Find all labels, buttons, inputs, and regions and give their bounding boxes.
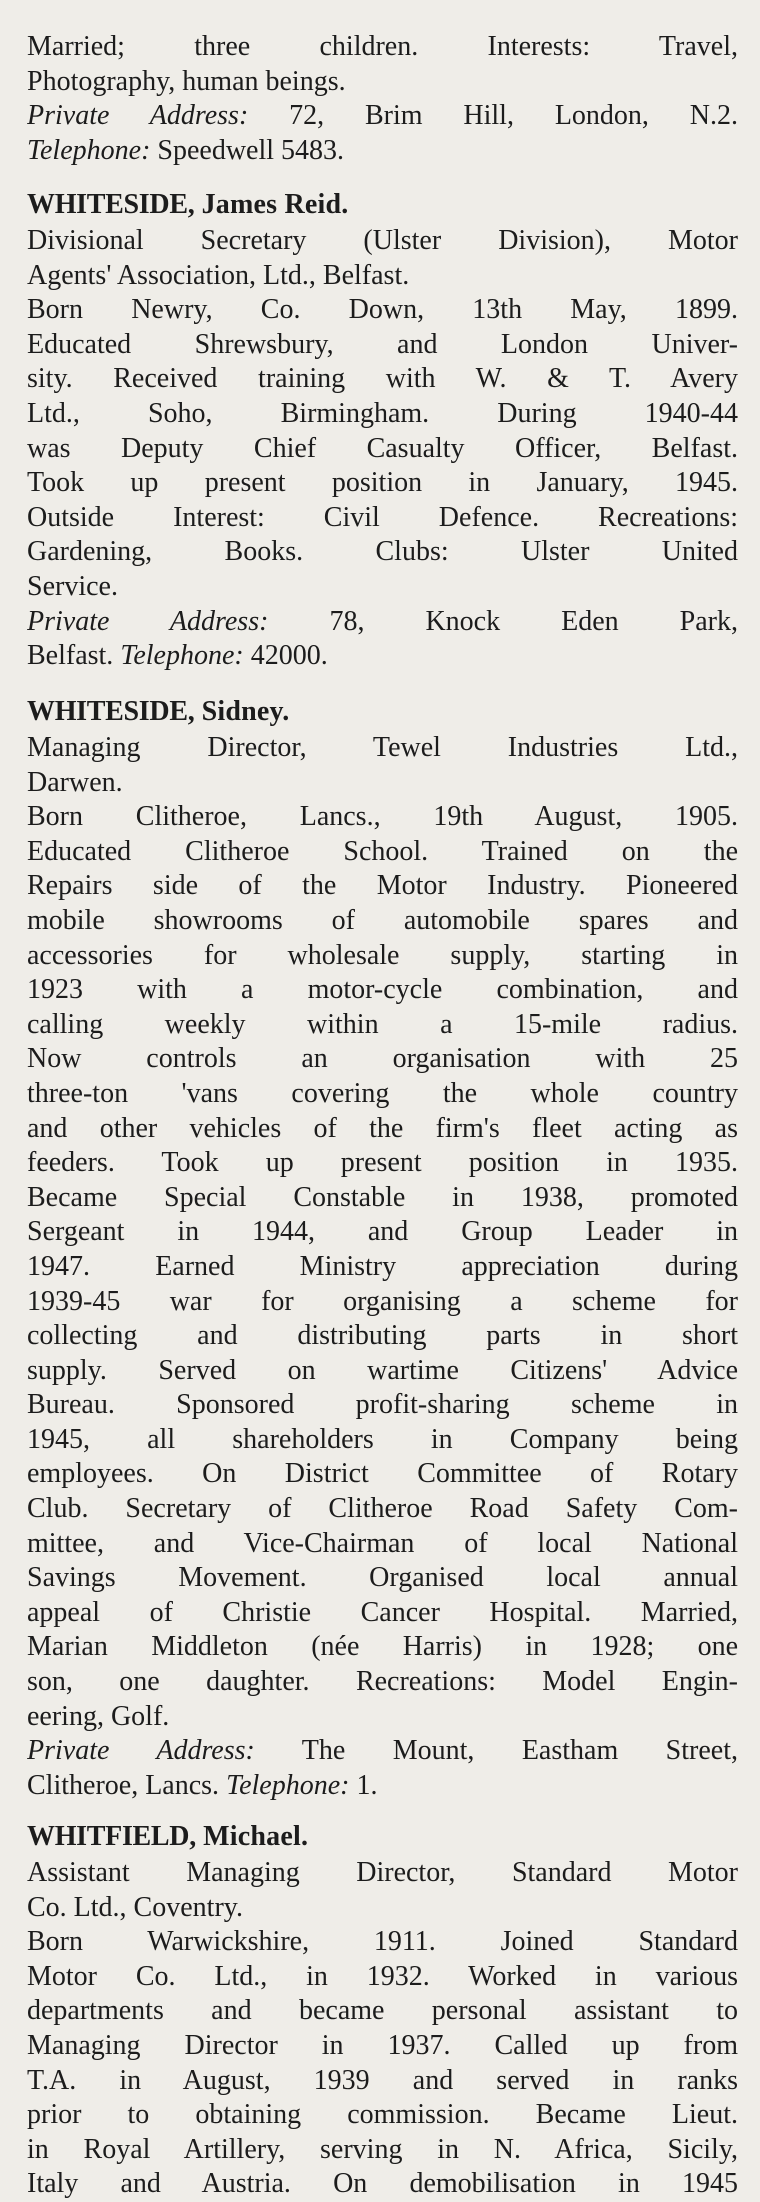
text-line	[27, 1319, 738, 1354]
text-line	[27, 1285, 738, 1320]
line-text: employees. On District Committee of Rotary	[27, 1458, 738, 1490]
line-text: Educated Clitheroe School. Trained on the	[27, 835, 738, 867]
text-line	[27, 293, 738, 328]
line-text: prior to obtaining commission. Became Lieut.	[27, 2099, 738, 2131]
entry-forenames: Sidney.	[201, 696, 290, 727]
entry-whiteside-sidney	[27, 693, 738, 1803]
line-text: Now controls an organisation with 25	[27, 1043, 738, 1075]
line-text: 1923 with a motor-cycle combination, and	[27, 974, 738, 1006]
text-line	[27, 2167, 738, 2202]
text-line	[27, 939, 738, 974]
text-line	[27, 1734, 738, 1769]
text-line	[27, 570, 738, 605]
text-line	[27, 134, 738, 169]
text-line	[27, 835, 738, 870]
field-label: Telephone:	[226, 1769, 350, 1801]
line-text: sity. Received training with W. & T. Avery	[27, 363, 738, 395]
text-line	[27, 1457, 738, 1492]
text-line	[27, 800, 738, 835]
text-line	[27, 904, 738, 939]
entry-continued	[27, 30, 738, 168]
line-text: Gardening, Books. Clubs: Ulster United	[27, 536, 738, 568]
line-text: son, one daughter. Recreations: Model Engin-	[27, 1666, 738, 1698]
entry-whitfield-michael	[27, 1818, 738, 2202]
line-text: departments and became personal assistant to	[27, 1995, 738, 2027]
text-line	[27, 639, 738, 674]
line-text: mittee, and Vice-Chairman of local National	[27, 1527, 738, 1559]
field-label: Telephone:	[27, 134, 151, 166]
text-line	[27, 1630, 738, 1665]
line-text: feeders. Took up present position in 1935.	[27, 1147, 738, 1179]
line-text: Italy and Austria. On demobilisation in 1945	[27, 2168, 738, 2200]
line-text: Divisional Secretary (Ulster Division), Motor	[27, 225, 738, 256]
text-line	[27, 1925, 738, 1960]
text-line	[27, 1008, 738, 1043]
text-line	[27, 1700, 738, 1735]
field-label: Private Address:	[27, 605, 269, 637]
line-text: Married; three children. Interests: Travel,	[27, 31, 738, 62]
text-line	[27, 1077, 738, 1112]
text-line	[27, 1181, 738, 1216]
line-text: Service.	[27, 570, 118, 602]
text-line	[27, 1388, 738, 1423]
line-text: Ltd., Soho, Birmingham. During 1940-44	[27, 397, 738, 429]
line-text: Darwen.	[27, 766, 123, 798]
entry-whiteside-james	[27, 186, 738, 674]
text-line	[27, 1042, 738, 1077]
line-text: Agents' Association, Ltd., Belfast.	[27, 259, 410, 291]
line-text: 1939-45 war for organising a scheme for	[27, 1285, 738, 1317]
line-text: Marian Middleton (née Harris) in 1928; one	[27, 1631, 738, 1663]
text-line	[27, 1423, 738, 1458]
line-text: 42000.	[243, 640, 328, 672]
text-line	[27, 535, 738, 570]
line-text: three-ton 'vans covering the whole country	[27, 1077, 738, 1109]
text-line	[27, 2098, 738, 2133]
line-text: 1945, all shareholders in Company being	[27, 1423, 738, 1455]
line-text: Born Warwickshire, 1911. Joined Standard	[27, 1926, 738, 1958]
text-line	[27, 224, 738, 259]
text-line	[27, 30, 738, 65]
line-text: The Mount, Eastham Street,	[254, 1735, 738, 1767]
text-line	[27, 1665, 738, 1700]
entry-heading	[27, 186, 738, 224]
text-line	[27, 1112, 738, 1147]
text-line	[27, 1250, 738, 1285]
line-text: appeal of Christie Cancer Hospital. Married,	[27, 1596, 738, 1628]
text-line	[27, 99, 738, 134]
text-line	[27, 1891, 738, 1926]
line-text: Clitheroe, Lancs.	[27, 1769, 227, 1801]
line-text: T.A. in August, 1939 and served in ranks	[27, 2064, 738, 2096]
text-line	[27, 1769, 738, 1804]
line-text: 1947. Earned Ministry appreciation during	[27, 1250, 738, 1282]
text-line	[27, 1596, 738, 1631]
entry-surname: WHITESIDE,	[27, 696, 195, 727]
field-label: Private Address:	[27, 1735, 255, 1767]
line-text: and other vehicles of the firm's fleet acting as	[27, 1112, 738, 1144]
line-text: calling weekly within a 15-mile radius.	[27, 1008, 738, 1040]
text-line	[27, 362, 738, 397]
text-line	[27, 466, 738, 501]
entry-surname: WHITESIDE,	[27, 189, 195, 220]
text-line	[27, 2064, 738, 2099]
text-line	[27, 1527, 738, 1562]
line-text: mobile showrooms of automobile spares and	[27, 904, 738, 936]
text-line	[27, 259, 738, 294]
line-text: Sergeant in 1944, and Group Leader in	[27, 1216, 738, 1248]
line-text: Assistant Managing Director, Standard Motor	[27, 1857, 738, 1888]
line-text: Bureau. Sponsored profit-sharing scheme in	[27, 1389, 738, 1421]
text-line	[27, 1146, 738, 1181]
line-text: Motor Co. Ltd., in 1932. Worked in various	[27, 1960, 738, 1992]
line-text: Educated Shrewsbury, and London Univer-	[27, 328, 738, 360]
line-text: collecting and distributing parts in short	[27, 1320, 738, 1352]
entry-forenames: Michael.	[203, 1821, 309, 1852]
text-line	[27, 2133, 738, 2168]
entry-heading	[27, 1818, 738, 1856]
text-line	[27, 973, 738, 1008]
line-text: in Royal Artillery, serving in N. Africa, Sicily,	[27, 2133, 738, 2165]
line-text: Repairs side of the Motor Industry. Pioneered	[27, 870, 738, 902]
line-text: 1.	[349, 1769, 378, 1801]
line-text: Outside Interest: Civil Defence. Recreations:	[27, 501, 738, 533]
line-text: Managing Director, Tewel Industries Ltd.,	[27, 732, 738, 763]
line-text: Took up present position in January, 1945.	[27, 467, 738, 499]
entry-surname: WHITFIELD,	[27, 1821, 196, 1852]
text-line	[27, 2029, 738, 2064]
text-line	[27, 65, 738, 100]
entry-forenames: James Reid.	[201, 189, 349, 220]
line-text: Speedwell 5483.	[150, 134, 345, 166]
field-label: Telephone:	[120, 640, 244, 672]
entry-heading	[27, 693, 738, 731]
text-line	[27, 1215, 738, 1250]
text-line	[27, 869, 738, 904]
line-text: supply. Served on wartime Citizens' Advice	[27, 1354, 738, 1386]
line-text: Co. Ltd., Coventry.	[27, 1891, 243, 1923]
line-text: 78, Knock Eden Park,	[268, 605, 738, 637]
line-text: Savings Movement. Organised local annual	[27, 1562, 738, 1594]
line-text: Belfast.	[27, 640, 121, 672]
text-line	[27, 766, 738, 801]
text-line	[27, 731, 738, 766]
line-text: was Deputy Chief Casualty Officer, Belfast.	[27, 432, 738, 464]
text-line	[27, 1561, 738, 1596]
line-text: Photography, human beings.	[27, 65, 346, 97]
line-text: Became Special Constable in 1938, promoted	[27, 1181, 738, 1213]
text-line	[27, 1856, 738, 1891]
line-text: Managing Director in 1937. Called up from	[27, 2029, 738, 2061]
field-label: Private Address:	[27, 100, 249, 132]
text-line	[27, 1994, 738, 2029]
text-line	[27, 1492, 738, 1527]
text-line	[27, 397, 738, 432]
line-text: Born Clitheroe, Lancs., 19th August, 1905.	[27, 801, 738, 833]
text-line	[27, 1960, 738, 1995]
line-text: Club. Secretary of Clitheroe Road Safety Com-	[27, 1493, 738, 1525]
text-line	[27, 1354, 738, 1389]
text-line	[27, 432, 738, 467]
text-line	[27, 328, 738, 363]
line-text: 72, Brim Hill, London, N.2.	[248, 100, 738, 132]
line-text: accessories for wholesale supply, starting in	[27, 939, 738, 971]
text-line	[27, 501, 738, 536]
line-text: Born Newry, Co. Down, 13th May, 1899.	[27, 294, 738, 326]
line-text: eering, Golf.	[27, 1700, 170, 1732]
text-line	[27, 605, 738, 640]
